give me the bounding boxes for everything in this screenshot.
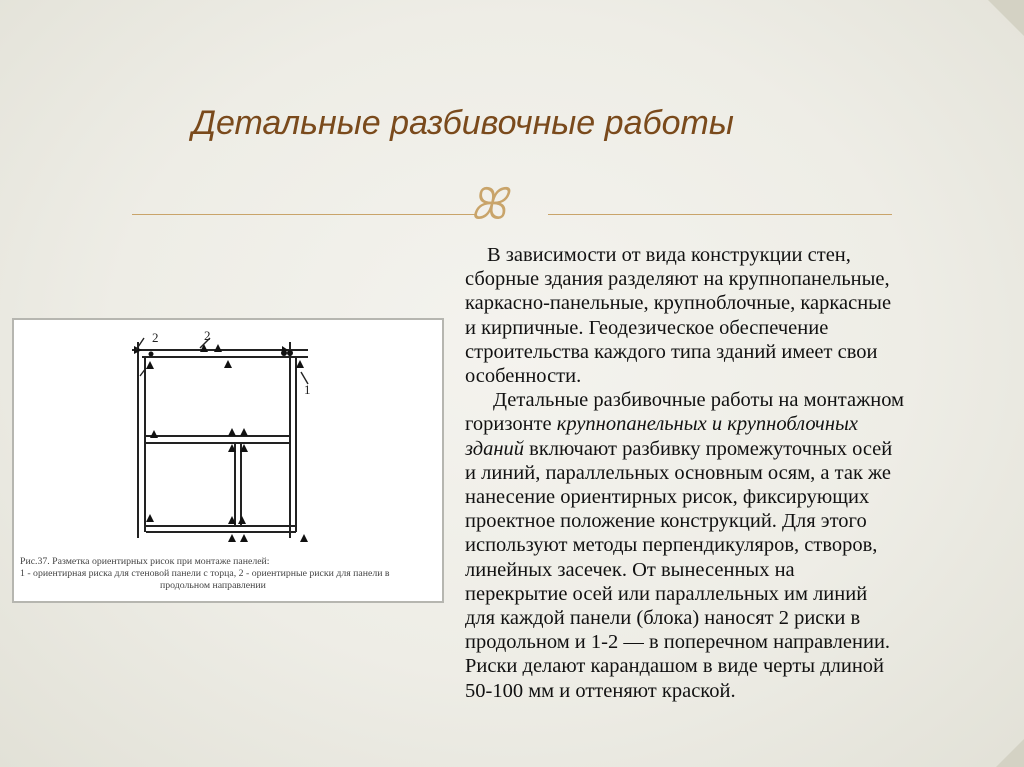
corner-decoration-bottom (996, 739, 1024, 767)
paragraph-2-line: Детальные разбивочные работы на монтажном (493, 389, 905, 412)
paragraph-2-line: линейных засечек. От вынесенных на (465, 558, 795, 581)
divider-left (132, 214, 476, 215)
paragraph-2-line: и линий, параллельных основным осям, а так же (465, 461, 892, 484)
caption-line: Рис.37. Разметка ориентирных рисок при монтаже панелей: (20, 556, 270, 567)
text-plain: горизонте (465, 413, 557, 436)
paragraph-2-line: перекрытие осей или параллельных им линий (465, 582, 868, 605)
caption-line: 1 - ориентирная риска для стеновой панели с торца, 2 - ориентирные риски для панели в (20, 568, 390, 579)
divider-right (548, 214, 892, 215)
paragraph-1-line: и кирпичные. Геодезическое обеспечение (465, 316, 829, 339)
slide-title: Детальные разбивочные работы (192, 104, 734, 142)
label-2-left: 2 (152, 330, 159, 345)
body-text (465, 243, 1013, 703)
paragraph-2-line: Риски делают карандашом в виде черты длиной (465, 655, 885, 678)
text-italic: зданий (465, 437, 525, 460)
paragraph-2-line: продольном и 1-2 — в поперечном направлении. (465, 631, 891, 654)
caption-line: продольном направлении (160, 580, 266, 591)
figure-panel-marking (12, 318, 444, 603)
paragraph-1-line: строительства каждого типа зданий имеет свои (465, 340, 878, 363)
paragraph-1-line: В зависимости от вида конструкции стен, (487, 244, 851, 266)
label-1-right: 1 (304, 382, 311, 397)
paragraph-1-line: каркасно-панельные, крупноблочные, каркасные (465, 292, 892, 315)
paragraph-1-line: сборные здания разделяют на крупнопанельные, (465, 268, 890, 291)
paragraph-2-line: используют методы перпендикуляров, створов, (465, 534, 878, 557)
paragraph-1-line: особенности. (465, 365, 582, 388)
panel-layout-diagram (14, 320, 442, 552)
figure-caption (20, 556, 440, 592)
corner-decoration-top (988, 0, 1024, 36)
label-2-top: 2 (204, 328, 211, 343)
paragraph-2-line: для каждой панели (блока) наносят 2 риски в (465, 607, 861, 630)
text-plain: включают разбивку промежуточных осей (524, 437, 893, 460)
paragraph-2-line: проектное положение конструкций. Для этого (465, 510, 867, 533)
text-italic: крупнопанельных и крупноблочных (556, 413, 858, 436)
ornament-flourish-icon: ꕤ (470, 179, 507, 230)
paragraph-2-line (465, 437, 1013, 461)
paragraph-2-line: нанесение ориентирных рисок, фиксирующих (465, 486, 870, 509)
paragraph-2-line (465, 412, 1013, 436)
paragraph-2-line: 50-100 мм и оттеняют краской. (465, 679, 736, 702)
